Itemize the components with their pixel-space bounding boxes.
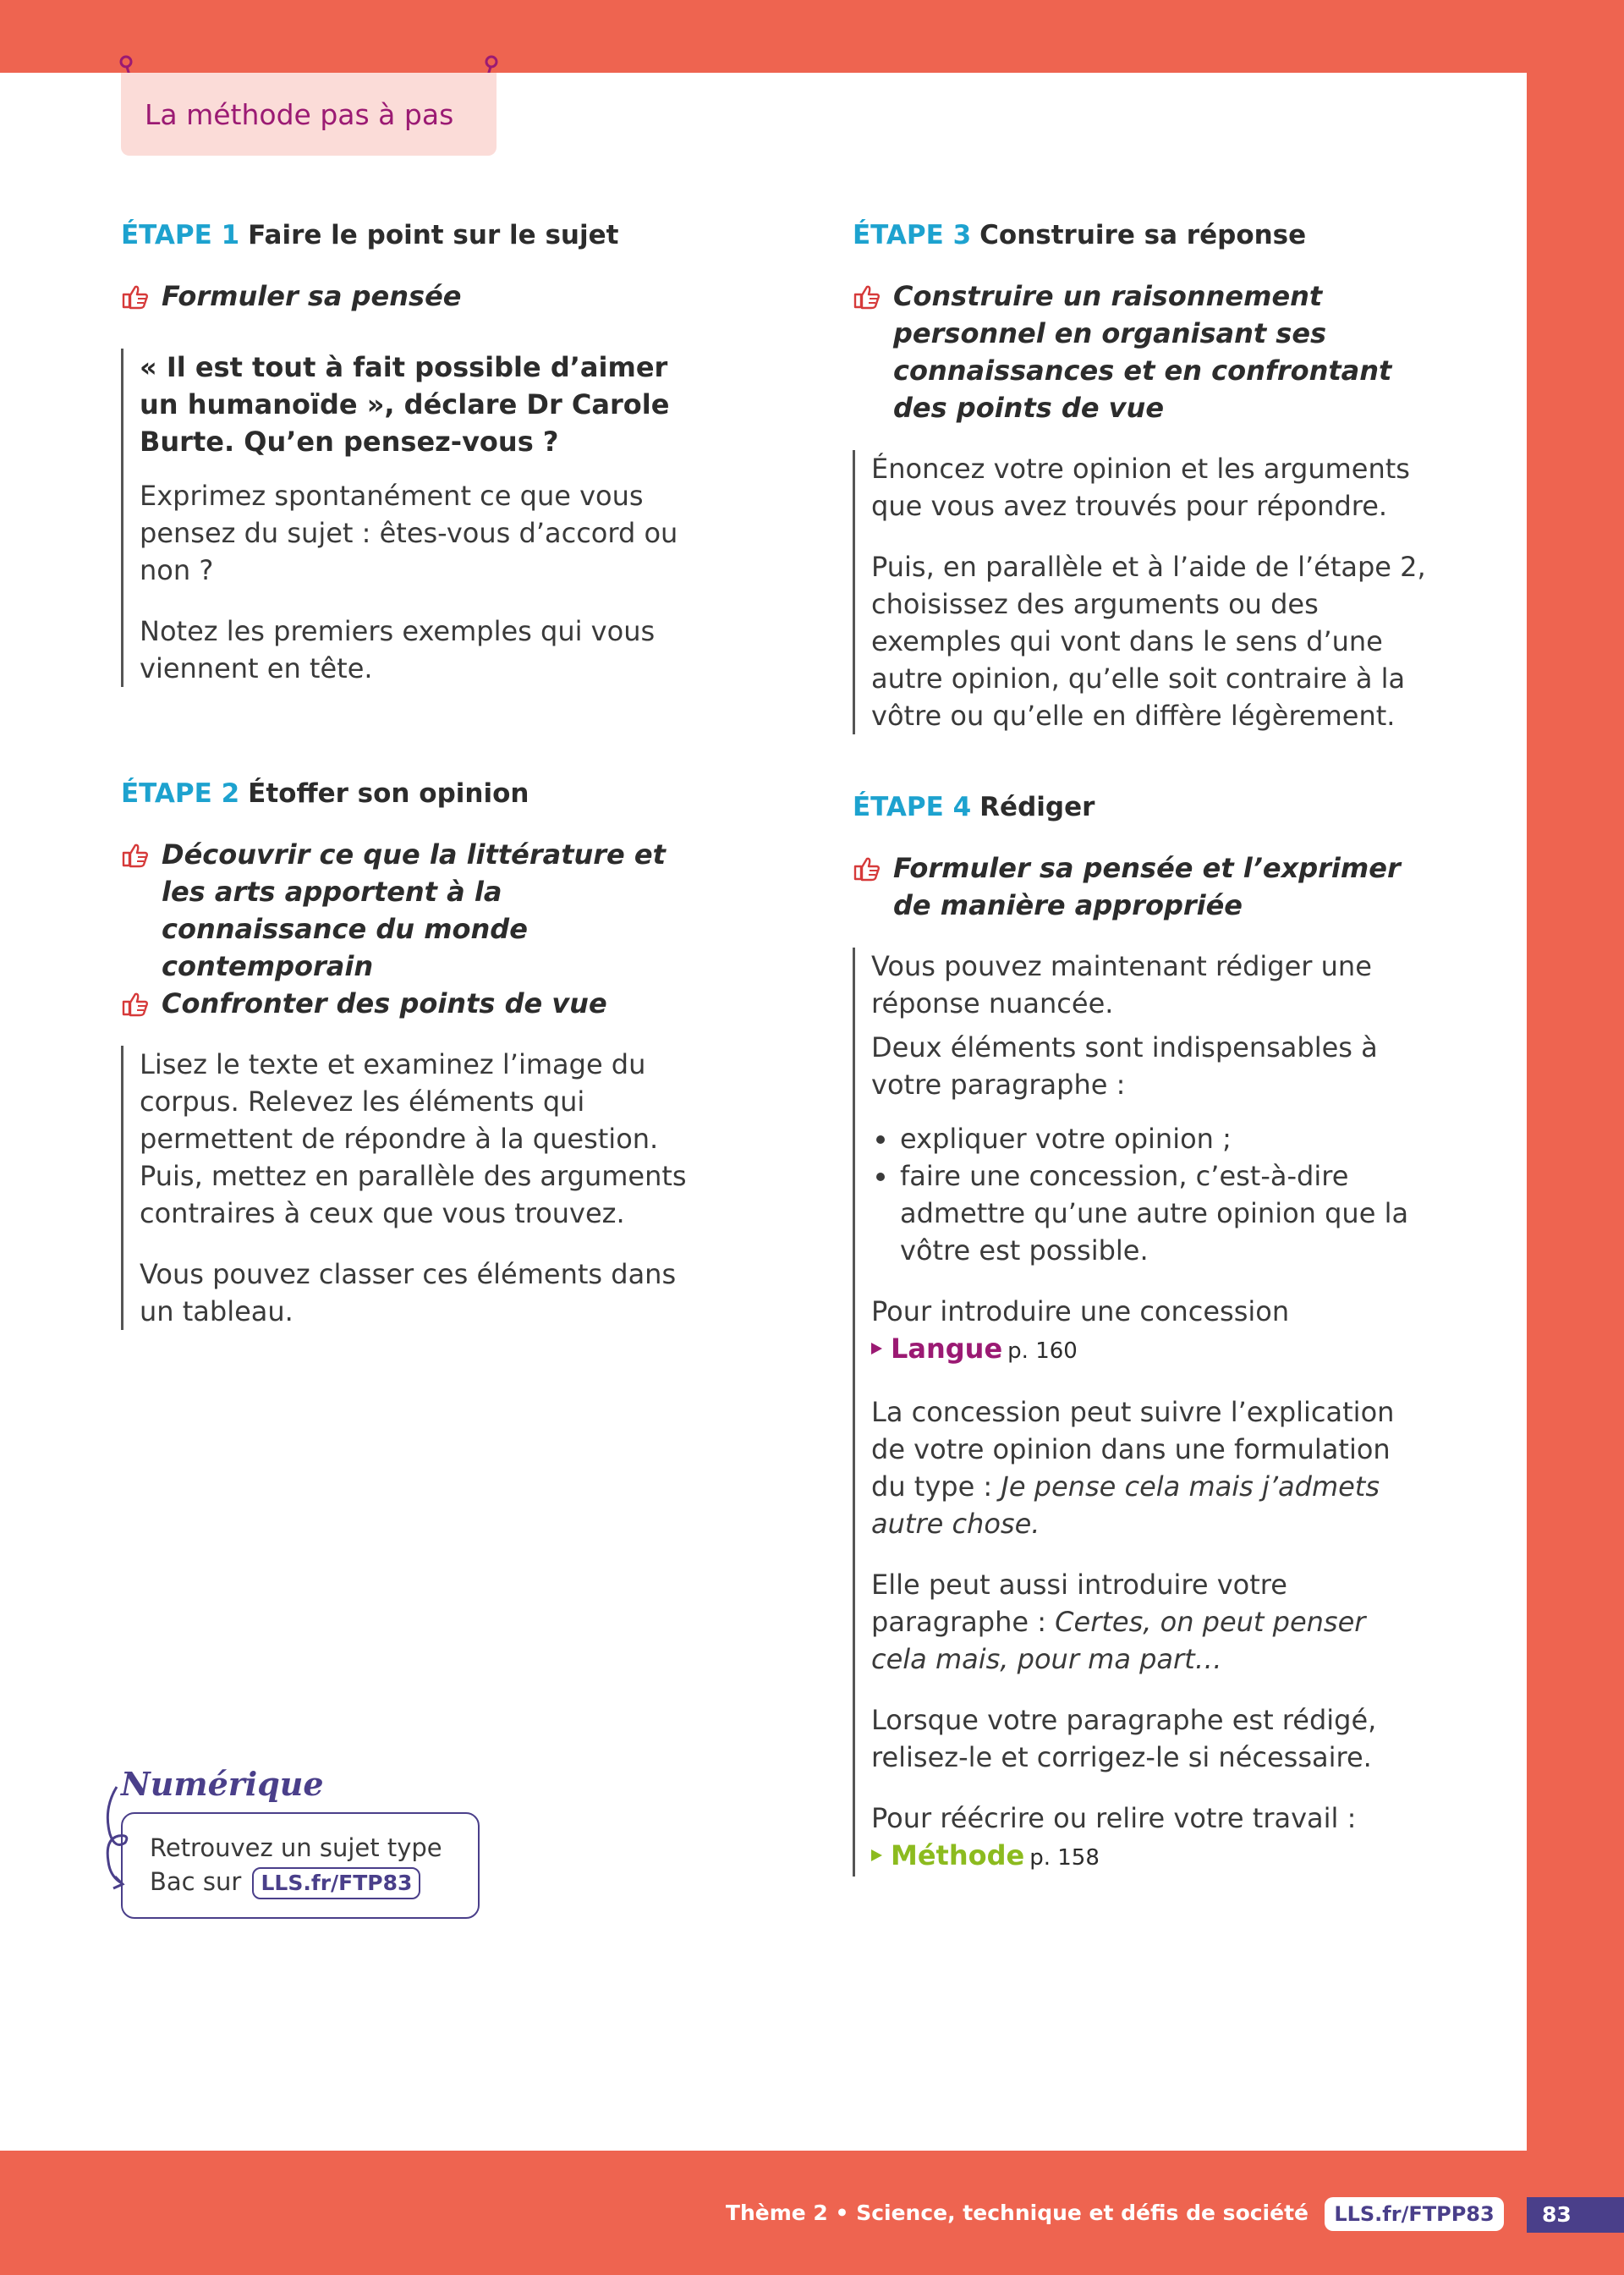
- paragraph: Vous pouvez classer ces éléments dans un tableau.: [140, 1258, 677, 1327]
- step-title: Construire sa réponse: [979, 220, 1307, 250]
- thumbs-up-hand-icon: [121, 992, 150, 1017]
- step-objective: [853, 849, 1428, 924]
- paragraph: Deux éléments sont indispensables à votre paragraphe :: [871, 1031, 1378, 1101]
- step-objective: [853, 278, 1428, 426]
- step-heading: [853, 218, 1428, 252]
- numerique-title: Numérique: [121, 1765, 324, 1803]
- thumbs-up-hand-icon: [853, 856, 881, 882]
- step-objective: [121, 836, 713, 985]
- list-item: faire une concession, c’est-à-dire admettre qu’une autre opinion que la vôtre est possible.: [871, 1157, 1428, 1269]
- paragraph-text: Elle peut aussi introduire votre paragraphe :: [871, 1569, 1287, 1638]
- subject-quote: « Il est tout à fait possible d’aimer un humanoïde », déclare Dr Carole Burte. Qu’en pensez-vous ?: [140, 351, 670, 458]
- langue-link[interactable]: Langue: [891, 1333, 1003, 1365]
- step-title: Rédiger: [979, 792, 1095, 822]
- paragraph: Lorsque votre paragraphe est rédigé, relisez-le et corrigez-le si nécessaire.: [871, 1704, 1377, 1773]
- step-objective: [121, 985, 713, 1022]
- page-ref: p. 160: [1007, 1338, 1078, 1364]
- step-heading: [121, 777, 713, 811]
- objective-text: Formuler sa pensée: [162, 280, 462, 312]
- page-ref: p. 158: [1029, 1845, 1100, 1871]
- objective-text: Formuler sa pensée et l’exprimer de manière appropriée: [893, 852, 1401, 921]
- numerique-link[interactable]: LLS.fr/FTP83: [252, 1867, 420, 1899]
- concession-reference: [871, 1293, 1428, 1370]
- step-title: Étoffer son opinion: [248, 778, 529, 809]
- step-number: ÉTAPE 1: [121, 220, 240, 250]
- step-2: [121, 777, 713, 1330]
- step-heading: [121, 218, 713, 252]
- thumbs-up-hand-icon: [853, 284, 881, 310]
- step-number: ÉTAPE 2: [121, 778, 240, 809]
- example-text: Certes, on peut penser cela mais, pour ma part…: [871, 1606, 1366, 1675]
- numerique-box: [121, 1812, 480, 1919]
- thumbs-up-hand-icon: [121, 284, 150, 310]
- step-content: [853, 450, 1428, 734]
- numerique-line: [150, 1865, 478, 1899]
- step-1: [121, 218, 713, 687]
- paragraph: Pour introduire une concession: [871, 1295, 1290, 1327]
- step-4: [853, 790, 1428, 1877]
- paragraph-text: La concession peut suivre l’explication de votre opinion dans une formulation du type :: [871, 1396, 1395, 1503]
- example-text: Je pense cela mais j’admets autre chose.: [871, 1470, 1380, 1540]
- step-objective: [121, 278, 713, 315]
- paragraph: Puis, en parallèle et à l’aide de l’étape 2, choisissez des arguments ou des exemples qui vont dans le sens d’une autre opinion, qu’elle soit contraire à la vôtre ou qu’elle en diffère légèrement.: [871, 551, 1426, 732]
- bullet-list: [871, 1120, 1428, 1269]
- step-number: ÉTAPE 3: [853, 220, 972, 250]
- list-item: expliquer votre opinion ;: [871, 1120, 1428, 1157]
- paragraph: Exprimez spontanément ce que vous pensez du sujet : êtes-vous d’accord ou non ?: [140, 480, 678, 586]
- thumbs-up-hand-icon: [121, 843, 150, 868]
- numerique-text: Retrouvez un sujet type: [150, 1833, 442, 1862]
- step-content: [121, 1046, 696, 1330]
- step-content: [121, 349, 713, 687]
- paragraph: [871, 1566, 1428, 1678]
- methode-link[interactable]: Méthode: [891, 1839, 1025, 1871]
- methode-reference: [871, 1800, 1428, 1877]
- objective-text: Découvrir ce que la littérature et les arts apportent à la connaissance du monde contemporain: [162, 838, 666, 982]
- arrow-icon: [871, 1849, 882, 1861]
- step-3: [853, 218, 1428, 734]
- paragraph: Lisez le texte et examinez l’image du corpus. Relevez les éléments qui permettent de répondre à la question. Puis, mettez en parallèle des arguments contraires à ceux que vous trouvez.: [140, 1048, 687, 1229]
- footer-theme: Thème 2 • Science, technique et défis de société: [725, 2201, 1309, 2225]
- paragraph: Vous pouvez maintenant rédiger une réponse nuancée.: [871, 950, 1372, 1019]
- objective-text: Confronter des points de vue: [162, 987, 607, 1019]
- paragraph: Pour réécrire ou relire votre travail :: [871, 1802, 1357, 1834]
- numerique-text: Bac sur: [150, 1867, 242, 1896]
- paragraph: [871, 1393, 1428, 1542]
- paragraph: Notez les premiers exemples qui vous viennent en tête.: [140, 615, 656, 684]
- page-number: 83: [1527, 2197, 1624, 2233]
- paragraph: Énoncez votre opinion et les arguments que vous avez trouvés pour répondre.: [871, 453, 1410, 522]
- step-number: ÉTAPE 4: [853, 792, 972, 822]
- footer-link[interactable]: LLS.fr/FTPP83: [1325, 2197, 1504, 2231]
- arrow-icon: [871, 1343, 882, 1355]
- step-title: Faire le point sur le sujet: [248, 220, 619, 250]
- step-heading: [853, 790, 1428, 824]
- objective-text: Construire un raisonnement personnel en organisant ses connaissances et en confrontant des points de vue: [893, 280, 1392, 424]
- step-content: [853, 948, 1428, 1877]
- section-tab-title: La méthode pas à pas: [121, 73, 497, 156]
